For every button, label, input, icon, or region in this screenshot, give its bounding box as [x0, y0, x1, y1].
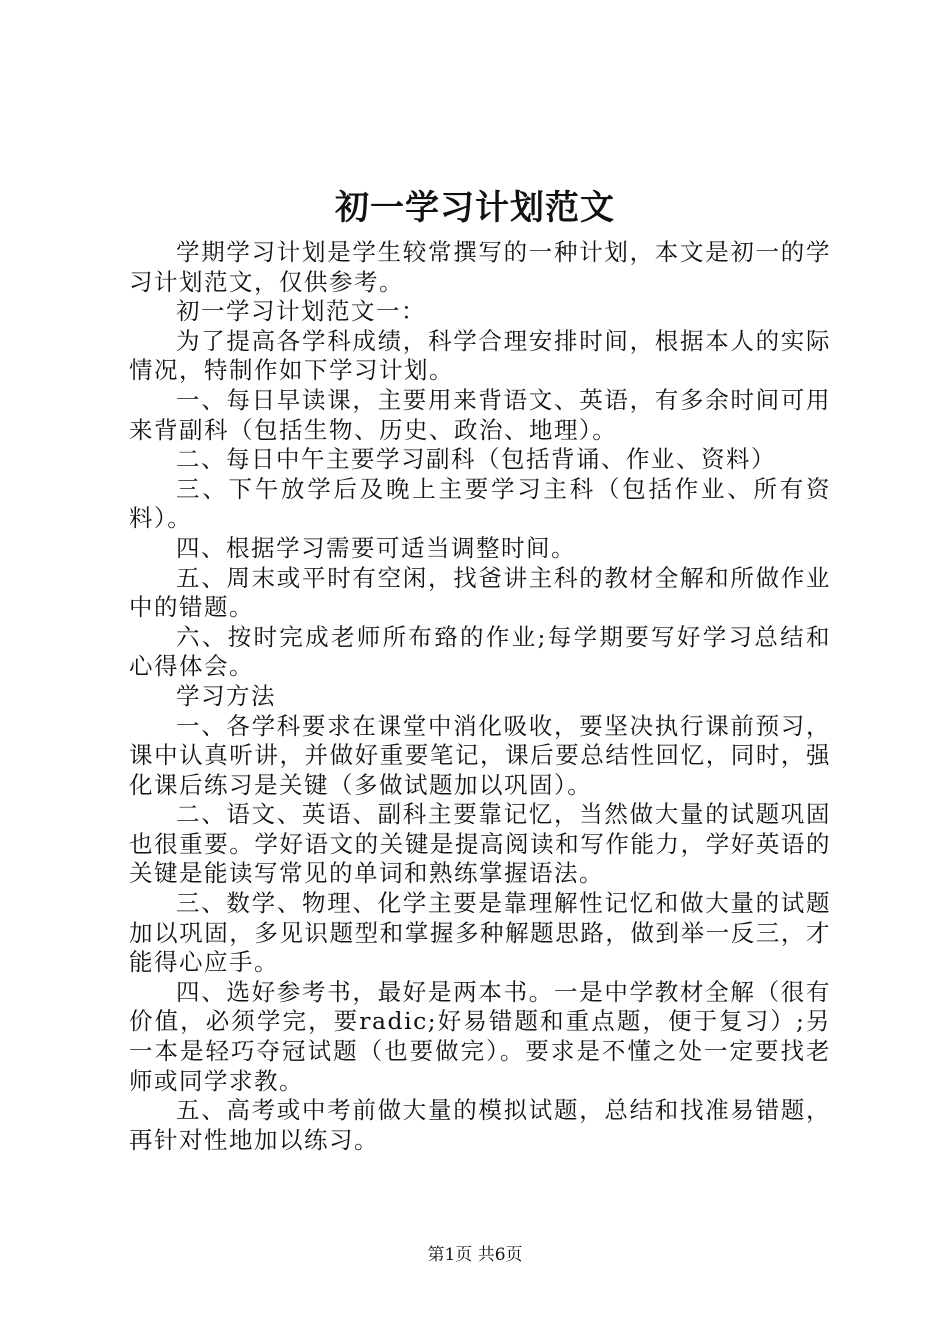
page-footer: 第1页 共6页	[427, 1245, 523, 1265]
paragraph-purpose: 为了提高各学科成绩，科学合理安排时间，根据本人的实际情况，特制作如下学习计划。	[129, 326, 831, 385]
paragraph-plan-5: 五、周末或平时有空闲，找爸讲主科的教材全解和所做作业中的错题。	[129, 563, 831, 622]
paragraph-method-4: 四、选好参考书，最好是两本书。一是中学教材全解（很有价值，必须学完，要radic;好易错题和重点题，便于复习）;另一本是轻巧夺冠试题（也要做完）。要求是不懂之处一定要找老师或同学求教。	[129, 977, 831, 1095]
paragraph-method-1: 一、各学科要求在课堂中消化吸收，要坚决执行课前预习，课中认真听讲，并做好重要笔记，课后要总结性回忆，同时，强化课后练习是关键（多做试题加以巩固）。	[129, 711, 831, 799]
paragraph-plan-4: 四、根据学习需要可适当调整时间。	[176, 533, 576, 562]
paragraph-plan-1: 一、每日早读课，主要用来背语文、英语，有多余时间可用来背副科（包括生物、历史、政治、地理）。	[129, 385, 831, 444]
section-heading-methods: 学习方法	[176, 681, 276, 710]
paragraph-plan-6: 六、按时完成老师所布臵的作业;每学期要写好学习总结和心得体会。	[129, 622, 831, 681]
paragraph-method-5: 五、高考或中考前做大量的模拟试题，总结和找准易错题，再针对性地加以练习。	[129, 1096, 831, 1154]
paragraph-intro: 学期学习计划是学生较常撰写的一种计划，本文是初一的学习计划范文，仅供参考。	[129, 238, 831, 296]
paragraph-method-3: 三、数学、物理、化学主要是靠理解性记忆和做大量的试题加以巩固，多见识题型和掌握多种解题思路，做到举一反三，才能得心应手。	[129, 889, 831, 977]
paragraph-plan-2: 二、每日中午主要学习副科（包括背诵、作业、资料）	[176, 445, 776, 474]
paragraph-plan-3: 三、下午放学后及晚上主要学习主科（包括作业、所有资料）。	[129, 474, 831, 533]
document-title: 初一学习计划范文	[335, 188, 615, 228]
document-body	[129, 238, 831, 1155]
paragraph-method-2: 二、语文、英语、副科主要靠记忆，当然做大量的试题巩固也很重要。学好语文的关键是提高阅读和写作能力，学好英语的关键是能读写常见的单词和熟练掌握语法。	[129, 800, 831, 888]
paragraph-sample-heading: 初一学习计划范文一：	[176, 297, 426, 326]
